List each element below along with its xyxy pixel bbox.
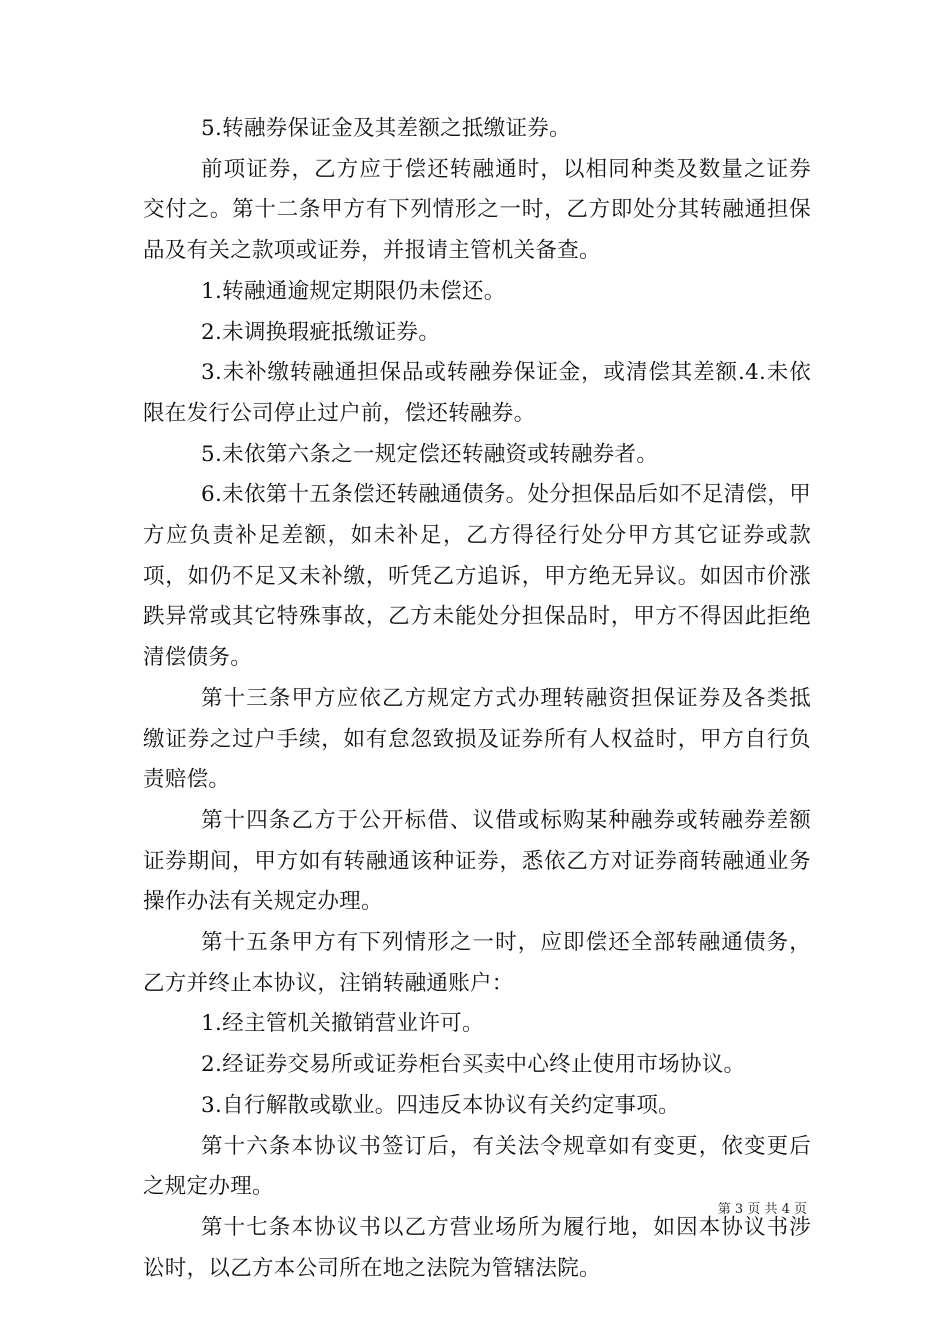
paragraph-item-5b: 5.未依第六条之一规定偿还转融资或转融券者。 bbox=[201, 441, 659, 467]
paragraph-article-15-item-2: 2.经证券交易所或证券柜台买卖中心终止使用市场协议。 bbox=[201, 1052, 746, 1078]
page-number-footer: 第 3 页 共 4 页 bbox=[717, 1202, 807, 1217]
paragraph-article-15-item-1: 1.经主管机关撤销营业许可。 bbox=[201, 1011, 484, 1037]
paragraph-article-15: 第十五条甲方有下列情形之一时，应即偿还全部转融通债务，乙方并终止本协议，注销转融通账户： bbox=[143, 930, 811, 996]
paragraph-item-3-4: 3.未补缴转融通担保品或转融券保证金，或清偿其差额.4.未依限在发行公司停止过户前，偿还转融券。 bbox=[143, 360, 811, 426]
paragraph-item-2: 2.未调换瑕疵抵缴证券。 bbox=[201, 319, 441, 345]
paragraph-article-17: 第十七条本协议书以乙方营业场所为履行地，如因本协议书涉讼时，以乙方本公司所在地之法院为管辖法院。 bbox=[143, 1214, 811, 1281]
paragraph-item-1: 1.转融通逾规定期限仍未偿还。 bbox=[201, 278, 506, 304]
paragraph-article-12: 前项证券，乙方应于偿还转融通时，以相同种类及数量之证券交付之。第十二条甲方有下列情形之一时，乙方即处分其转融通担保品及有关之款项或证券，并报请主管机关备查。 bbox=[143, 156, 811, 264]
paragraph-item-5: 5.转融券保证金及其差额之抵缴证券。 bbox=[201, 116, 571, 141]
paragraph-article-14: 第十四条乙方于公开标借、议借或标购某种融券或转融券差额证券期间，甲方如有转融通该种证券，悉依乙方对证券商转融通业务操作办法有关规定办理。 bbox=[143, 807, 811, 915]
paragraph-item-6: 6.未依第十五条偿还转融通债务。处分担保品后如不足清偿，甲方应负责补足差额，如未补足，乙方得径行处分甲方其它证券或款项，如仍不足又未补缴，听凭乙方追诉，甲方绝无异议。如因市价涨跌异常或其它特殊事故，乙方未能处分担保品时，甲方不得因此拒绝清偿债务。 bbox=[143, 482, 811, 671]
paragraph-article-13: 第十三条甲方应依乙方规定方式办理转融资担保证券及各类抵缴证券之过户手续，如有怠忽致损及证券所有人权益时，甲方自行负责赔偿。 bbox=[143, 685, 811, 793]
document-body bbox=[143, 109, 811, 1289]
paragraph-article-15-item-3: 3.自行解散或歇业。四违反本协议有关约定事项。 bbox=[201, 1092, 680, 1118]
paragraph-article-16: 第十六条本协议书签订后，有关法令规章如有变更，依变更后之规定办理。 bbox=[143, 1133, 811, 1200]
